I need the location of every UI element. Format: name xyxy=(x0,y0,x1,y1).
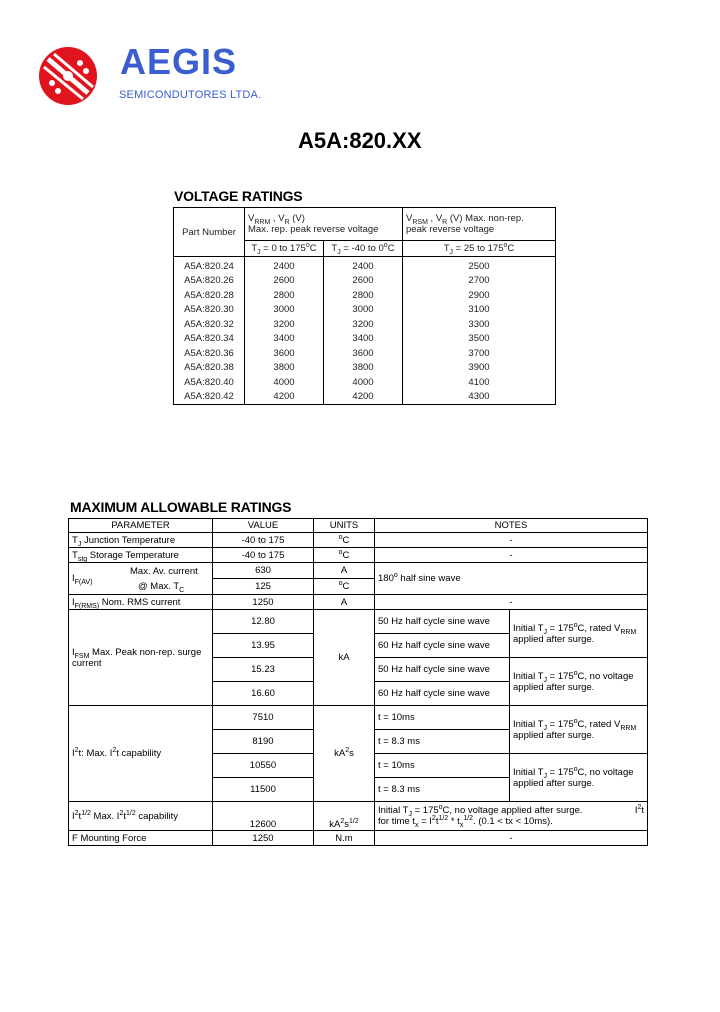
value-ifsm-2: 13.95 xyxy=(213,634,314,658)
param-i2t: $I^2t$: Max. $I^2t$ capability xyxy=(69,706,213,802)
cell-vrrm-b: 2800 xyxy=(324,288,403,303)
max-ratings-table xyxy=(68,518,648,846)
value-i2t-2: 8190 xyxy=(213,730,314,754)
param-ifav-symbol: $I_{F(AV)}$ xyxy=(72,573,93,586)
table-header-row xyxy=(69,519,648,533)
cond-ifsm-4: 60 Hz half cycle sine wave xyxy=(375,682,510,706)
cond-i2t-3: t = 10ms xyxy=(375,754,510,778)
table-row xyxy=(174,375,556,390)
cond-ifsm-3: 50 Hz half cycle sine wave xyxy=(375,658,510,682)
unit-tj: $^o$C xyxy=(314,533,375,548)
cell-part-number: A5A:820.34 xyxy=(184,333,234,345)
unit-mount: N.m xyxy=(314,831,375,846)
cell-vrrm-a: 3200 xyxy=(245,317,324,332)
value-i2t-4: 11500 xyxy=(213,778,314,802)
cell-part-number: A5A:820.28 xyxy=(184,289,234,301)
cell-vrrm-a: 3400 xyxy=(245,332,324,347)
unit-ifrms: A xyxy=(314,595,375,610)
cell-part-number: A5A:820.40 xyxy=(184,376,234,388)
cell-vrsm: 3100 xyxy=(403,303,556,318)
unit-i2rt: $kA^2s^{1/2}$ xyxy=(314,802,375,831)
cell-vrrm-b: 3400 xyxy=(324,332,403,347)
cond-i2t-4: t = 8.3 ms xyxy=(375,778,510,802)
cell-vrsm: 2900 xyxy=(403,288,556,303)
cell-part-number: A5A:820.32 xyxy=(184,318,234,330)
value-mount: 1250 xyxy=(213,831,314,846)
temp-range-1: $T_J = 0$ to 175$^o$C xyxy=(245,241,324,257)
unit-tstg: $^o$C xyxy=(314,548,375,563)
cell-vrsm: 2700 xyxy=(403,274,556,289)
table-row xyxy=(69,563,648,579)
cell-vrrm-b: 3600 xyxy=(324,346,403,361)
unit-i2t: $kA^2s$ xyxy=(314,706,375,802)
cell-vrrm-b: 4200 xyxy=(324,390,403,405)
cell-vrrm-a: 2400 xyxy=(245,257,324,274)
table-row xyxy=(69,610,648,634)
brand-name: AEGIS xyxy=(120,41,238,82)
value-i2t-1: 7510 xyxy=(213,706,314,730)
document-title: A5A:820.XX xyxy=(298,128,422,153)
param-ifrms: $I_{F(RMS)}$ Nom. RMS current xyxy=(69,595,213,610)
table-row xyxy=(69,595,648,610)
cell-vrrm-a: 4000 xyxy=(245,375,324,390)
note-i2t-2: Initial $T_J = 175^oC$, no voltage applied after surge. xyxy=(510,754,648,802)
note-ifsm-2: Initial $T_J = 175^oC$, no voltage applied after surge. xyxy=(510,658,648,706)
cell-vrrm-b: 2400 xyxy=(324,257,403,274)
note-tj: - xyxy=(375,533,648,548)
cond-i2t-1: t = 10ms xyxy=(375,706,510,730)
param-ifav xyxy=(69,563,213,595)
cell-part-number: A5A:820.38 xyxy=(184,362,234,374)
cell-vrrm-a: 3600 xyxy=(245,346,324,361)
cell-vrrm-a: 2800 xyxy=(245,288,324,303)
cell-part-number: A5A:820.42 xyxy=(184,391,234,403)
cell-vrrm-a: 2600 xyxy=(245,274,324,289)
brand-subtitle: SEMICONDUTORES LTDA. xyxy=(119,89,262,101)
cond-i2t-2: t = 8.3 ms xyxy=(375,730,510,754)
col-vrrm: $V_{RRM}$ , $V_R$ (V) Max. rep. peak reverse voltage xyxy=(245,208,403,241)
note-i2t-1: Initial $T_J = 175^oC$, rated $V_{RRM}$ applied after surge. xyxy=(510,706,648,754)
table-row xyxy=(174,332,556,347)
table-row xyxy=(69,548,648,563)
temp-range-3: $T_J = 25$ to 175$^o$C xyxy=(403,241,556,257)
table-row xyxy=(174,317,556,332)
cond-ifsm-2: 60 Hz half cycle sine wave xyxy=(375,634,510,658)
note-ifsm-1: Initial $T_J = 175^oC$, rated $V_{RRM}$ applied after surge. xyxy=(510,610,648,658)
col-value: VALUE xyxy=(213,519,314,533)
table-row xyxy=(174,288,556,303)
note-tstg: - xyxy=(375,548,648,563)
table-row xyxy=(174,257,556,274)
voltage-ratings-title: VOLTAGE RATINGS xyxy=(174,188,303,204)
table-row xyxy=(174,361,556,376)
note-ifav: 180$^o$ half sine wave xyxy=(375,563,648,595)
cell-vrsm: 2500 xyxy=(403,257,556,274)
cell-part-number: A5A:820.26 xyxy=(184,275,234,287)
max-ratings-title: MAXIMUM ALLOWABLE RATINGS xyxy=(70,499,292,515)
param-tstg: $T_{stg}$ Storage Temperature xyxy=(69,548,213,563)
value-tj: -40 to 175 xyxy=(213,533,314,548)
note-ifrms: - xyxy=(375,595,648,610)
cell-vrsm: 3900 xyxy=(403,361,556,376)
cell-vrsm: 4100 xyxy=(403,375,556,390)
table-row xyxy=(69,706,648,730)
param-tj: $T_J$ Junction Temperature xyxy=(69,533,213,548)
table-header-row xyxy=(174,208,556,241)
cell-vrrm-a: 4200 xyxy=(245,390,324,405)
cell-vrsm: 3300 xyxy=(403,317,556,332)
table-row xyxy=(174,390,556,405)
cell-vrrm-b: 3000 xyxy=(324,303,403,318)
value-ifrms: 1250 xyxy=(213,595,314,610)
value-ifsm-3: 15.23 xyxy=(213,658,314,682)
note-mount: - xyxy=(375,831,648,846)
cell-part-number: A5A:820.24 xyxy=(184,260,234,272)
cell-vrrm-b: 4000 xyxy=(324,375,403,390)
param-ifsm: $I_{FSM}$ Max. Peak non-rep. surge current xyxy=(69,610,213,706)
company-logo xyxy=(38,45,98,107)
table-row xyxy=(69,802,648,831)
value-ifsm-1: 12.80 xyxy=(213,610,314,634)
cell-part-number: A5A:820.30 xyxy=(184,304,234,316)
cell-vrrm-b: 3200 xyxy=(324,317,403,332)
col-units: UNITS xyxy=(314,519,375,533)
value-ifav: 630 xyxy=(213,563,314,579)
cell-vrsm: 3500 xyxy=(403,332,556,347)
table-row xyxy=(174,303,556,318)
col-part-number: Part Number xyxy=(174,208,245,257)
note-i2rt: Initial $T_J = 175^oC$, no voltage applied after surge. $I^2t$ for time $t_x = I^2t^{1/2} * t_x^{1/2}$. (0.1 < tx < 10ms). xyxy=(375,802,648,831)
unit-tc: $^o$C xyxy=(314,579,375,595)
unit-ifav: A xyxy=(314,563,375,579)
value-ifsm-4: 16.60 xyxy=(213,682,314,706)
unit-ifsm: kA xyxy=(314,610,375,706)
table-row xyxy=(174,274,556,289)
voltage-ratings-table xyxy=(173,207,556,405)
temp-range-2: $T_J = -40$ to 0$^o$C xyxy=(324,241,403,257)
cell-vrrm-a: 3000 xyxy=(245,303,324,318)
cell-vrsm: 4300 xyxy=(403,390,556,405)
col-vrsm: $V_{RSM}$ , $V_R$ (V) Max. non-rep. peak reverse voltage xyxy=(403,208,556,241)
table-row xyxy=(69,533,648,548)
cell-vrrm-b: 2600 xyxy=(324,274,403,289)
cell-part-number: A5A:820.36 xyxy=(184,347,234,359)
table-row xyxy=(69,831,648,846)
cell-vrrm-a: 3800 xyxy=(245,361,324,376)
col-parameter: PARAMETER xyxy=(69,519,213,533)
cell-vrrm-b: 3800 xyxy=(324,361,403,376)
param-mount: F Mounting Force xyxy=(69,831,213,846)
col-notes: NOTES xyxy=(375,519,648,533)
value-tc: 125 xyxy=(213,579,314,595)
cell-vrsm: 3700 xyxy=(403,346,556,361)
cond-ifsm-1: 50 Hz half cycle sine wave xyxy=(375,610,510,634)
value-tstg: -40 to 175 xyxy=(213,548,314,563)
param-ifav-labels: Max. Av. current @ Max. $T_C$ xyxy=(130,565,198,594)
table-row xyxy=(174,346,556,361)
value-i2rt: 12600 xyxy=(213,802,314,831)
param-i2rt: $I^2t^{1/2}$ Max. $I^2t^{1/2}$ capability xyxy=(69,802,213,831)
value-i2t-3: 10550 xyxy=(213,754,314,778)
